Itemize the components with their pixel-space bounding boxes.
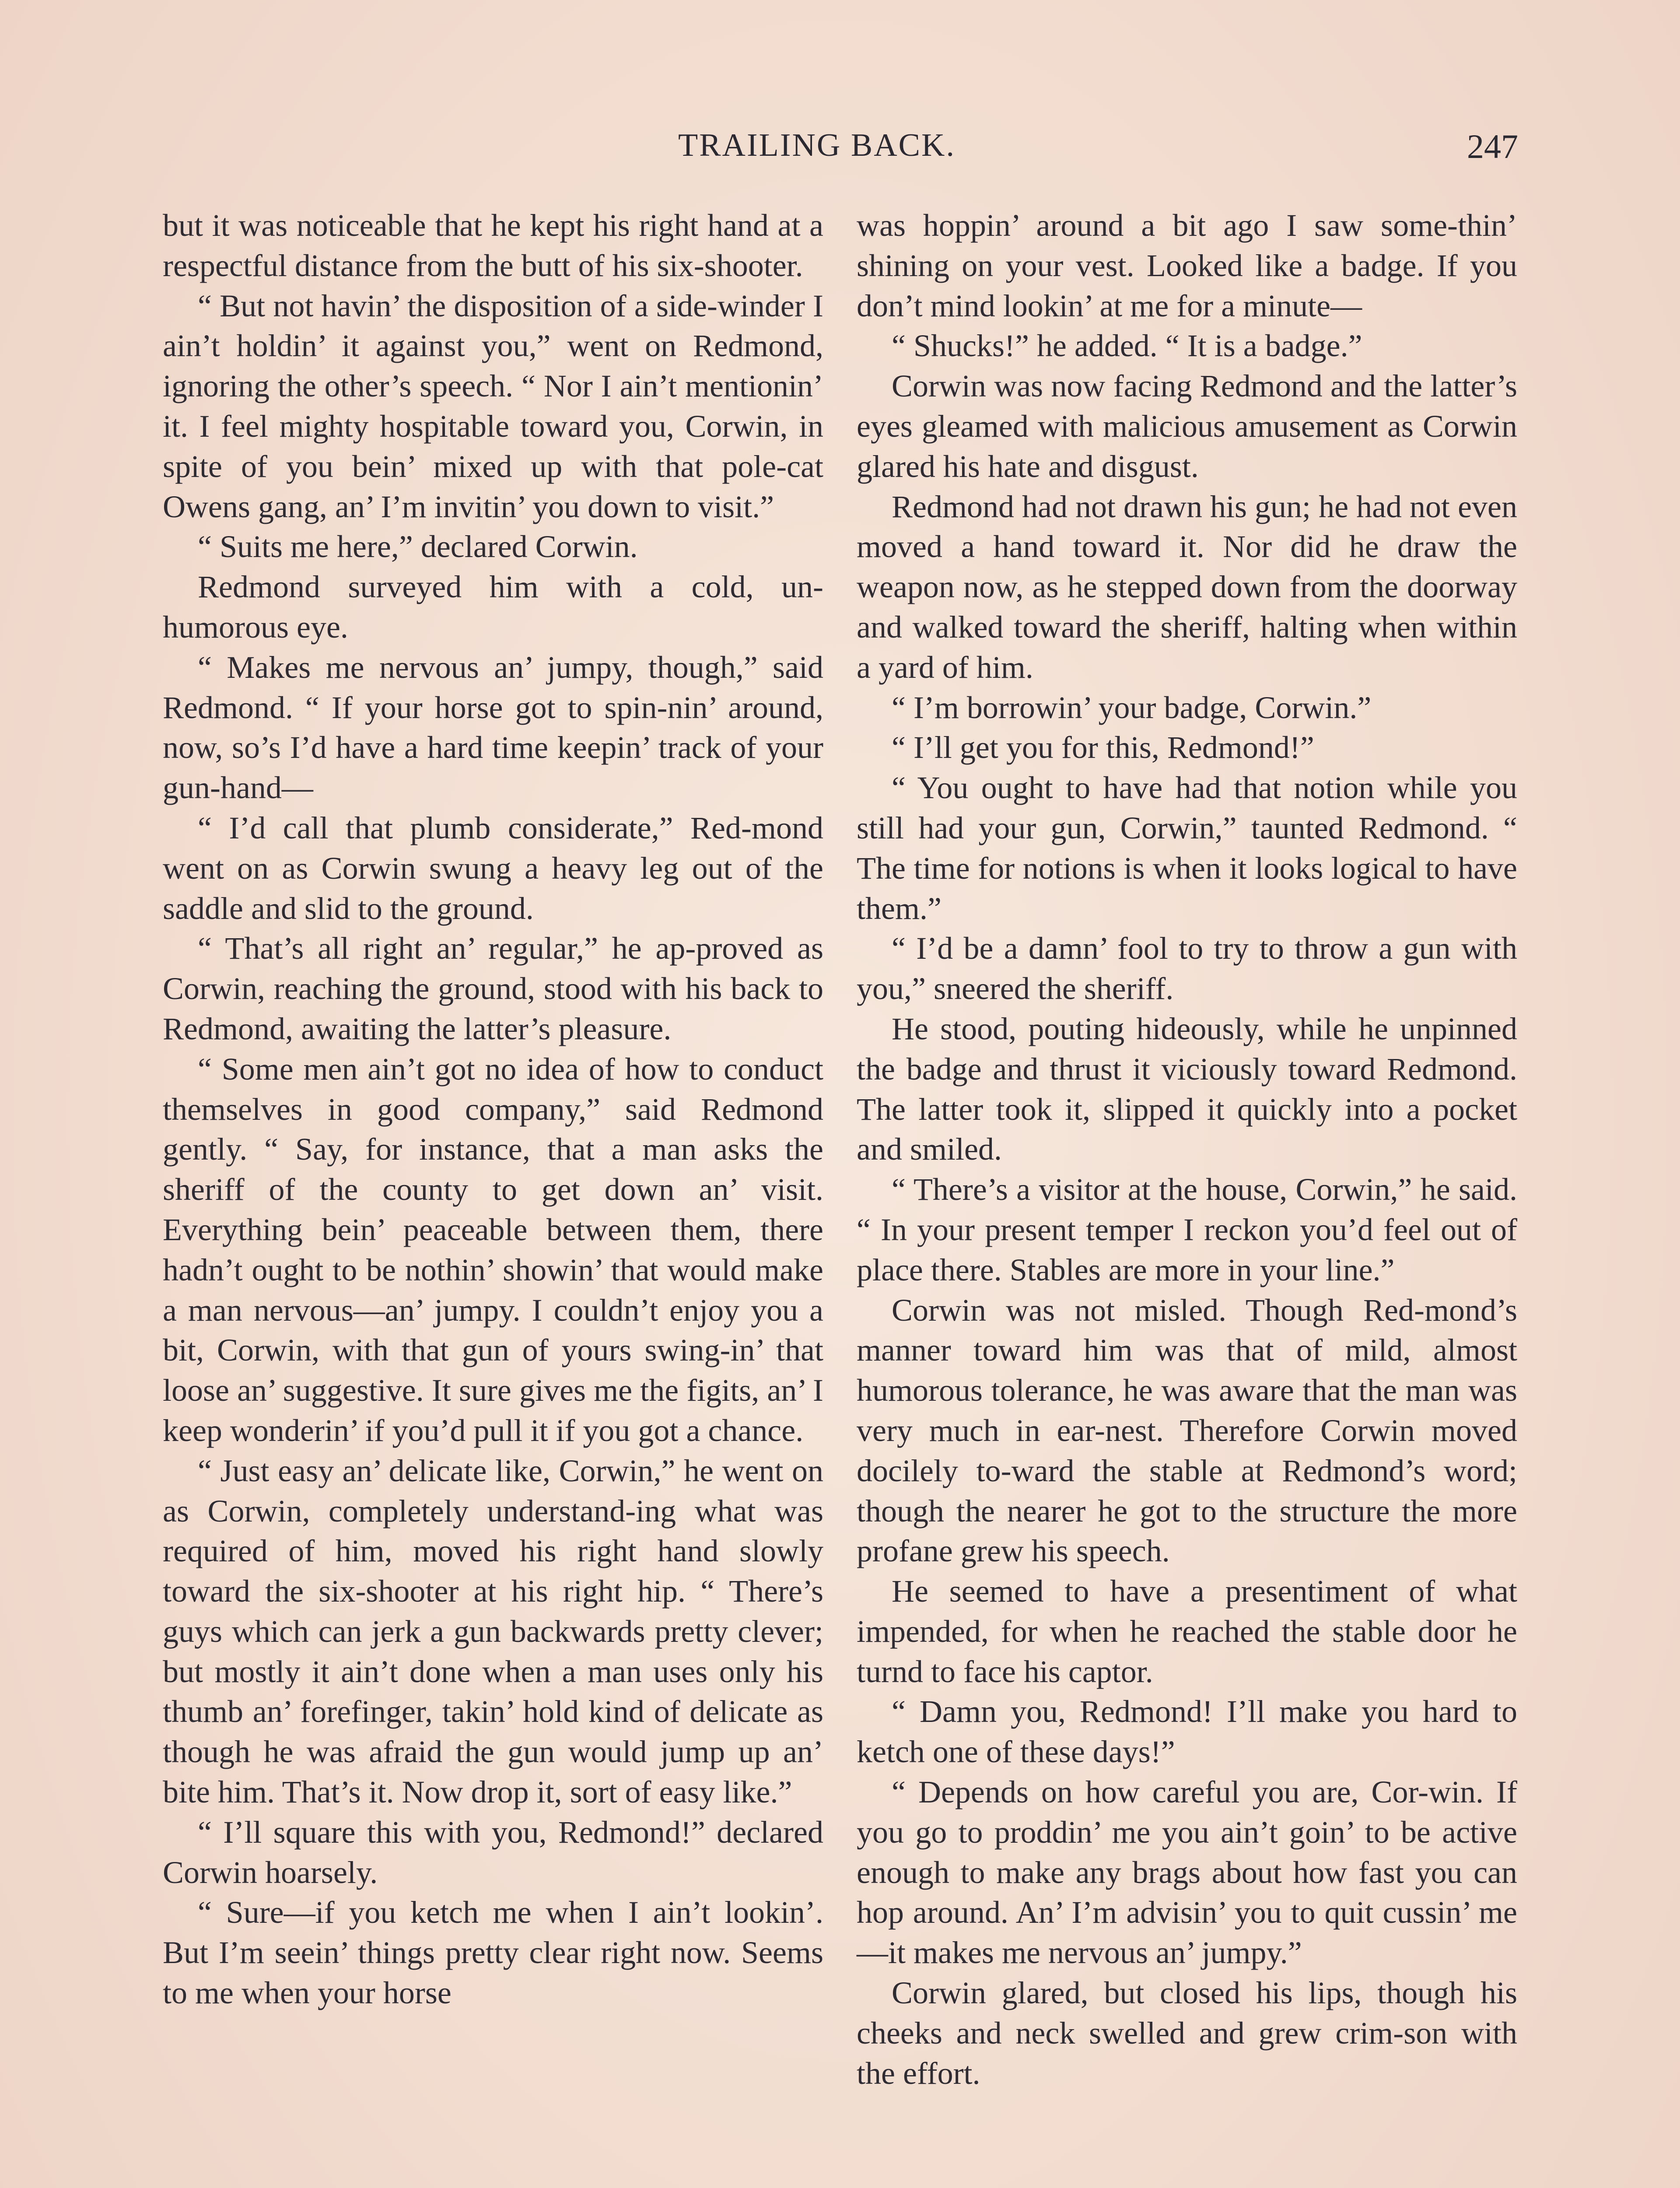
paragraph: “ I’d be a damn’ fool to try to throw a gun with you,” sneered the sheriff. [857, 931, 1517, 1006]
paragraph: “ Suits me here,” declared Corwin. [198, 529, 638, 565]
paragraph: “ There’s a visitor at the house, Corwin,” he said. “ In your present temper I reckon you’d feel out of place there. Stables are more in your line.” [857, 1172, 1517, 1287]
paragraph: Redmond had not drawn his gun; he had not even moved a hand toward it. Nor did he draw the weapon now, as he stepped down from the doorway and walked toward the sheriff, halting when within a yard of him. [857, 489, 1517, 685]
paragraph: Corwin was not misled. Though Red-mond’s manner toward him was that of mild, almost humorous tolerance, he was aware that the man was very much in ear-nest. Therefore Corwin moved docilely to-ward the stable at Redmond’s word; though the nearer he got to the structure the more profane grew his speech. [857, 1292, 1517, 1569]
paragraph: “ That’s all right an’ regular,” he ap-proved as Corwin, reaching the ground, stood with his back to Redmond, awaiting the latter’s pleasure. [163, 931, 823, 1046]
paragraph: “ Depends on how careful you are, Cor-win. If you go to proddin’ me you ain’t goin’ to be active enough to make any brags about how fast you can hop around. An’ I’m advisin’ you to quit cussin’ me—it makes me nervous an’ jumpy.” [857, 1774, 1517, 1971]
paragraph: “ Makes me nervous an’ jumpy, though,” said Redmond. “ If your horse got to spin-nin’ around, now, so’s I’d have a hard time keepin’ track of your gun-hand— [163, 649, 823, 806]
paragraph: Redmond surveyed him with a cold, un-humorous eye. [163, 569, 823, 645]
page-number: 247 [1467, 127, 1518, 165]
paragraph: He stood, pouting hideously, while he unpinned the badge and thrust it viciously toward Redmond. The latter took it, slipped it quickly into a pocket and smiled. [857, 1011, 1517, 1167]
paragraph: Corwin glared, but closed his lips, though his cheeks and neck swelled and grew crim-son with the effort. [857, 1975, 1517, 2091]
paragraph: was hoppin’ around a bit ago I saw some-thin’ shining on your vest. Looked like a badge. If you don’t mind lookin’ at me for a minute— [857, 208, 1517, 323]
paragraph: “ I’ll get you for this, Redmond!” [892, 730, 1314, 765]
paragraph: “ I’ll square this with you, Redmond!” declared Corwin hoarsely. [163, 1814, 823, 1890]
paragraph: “ You ought to have had that notion while you still had your gun, Corwin,” taunted Redmond. “ The time for notions is when it looks logical to have them.” [857, 770, 1517, 926]
right-column [857, 206, 1517, 2093]
running-head: TRAILING BACK. [678, 127, 956, 163]
paragraph: “ But not havin’ the disposition of a side-winder I ain’t holdin’ it against you,” went on Redmond, ignoring the other’s speech. “ Nor I ain’t mentionin’ it. I feel mighty hospitable toward you, Corwin, in spite of you bein’ mixed up with that pole-cat Owens gang, an’ I’m invitin’ you down to visit.” [163, 288, 823, 524]
paragraph: Corwin was now facing Redmond and the latter’s eyes gleamed with malicious amusement as Corwin glared his hate and disgust. [857, 368, 1517, 484]
paragraph: “ Just easy an’ delicate like, Corwin,” he went on as Corwin, completely understand-ing what was required of him, moved his right hand slowly toward the six-shooter at his right hip. “ There’s guys which can jerk a gun backwards pretty clever; but mostly it ain’t done when a man uses only his thumb an’ forefinger, takin’ hold kind of delicate as though he was afraid the gun would jump up an’ bite him. That’s it. Now drop it, sort of easy like.” [163, 1453, 823, 1810]
paragraph: “ Sure—if you ketch me when I ain’t lookin’. But I’m seein’ things pretty clear right now. Seems to me when your horse [163, 1895, 823, 2011]
paragraph: “ Some men ain’t got no idea of how to conduct themselves in good company,” said Redmond gently. “ Say, for instance, that a man asks the sheriff of the county to get down an’ visit. Everything bein’ peaceable between them, there hadn’t ought to be nothin’ showin’ that would make a man nervous—an’ jumpy. I couldn’t enjoy you a bit, Corwin, with that gun of yours swing-in’ that loose an’ suggestive. It sure gives me the figits, an’ I keep wonderin’ if you’d pull it if you got a chance. [163, 1051, 823, 1448]
paragraph: He seemed to have a presentiment of what impended, for when he reached the stable door he turnd to face his captor. [857, 1574, 1517, 1689]
paragraph: “ I’m borrowin’ your badge, Corwin.” [892, 690, 1372, 725]
paragraph: “ I’d call that plumb considerate,” Red-mond went on as Corwin swung a heavy leg out of the saddle and slid to the ground. [163, 810, 823, 926]
paragraph: but it was noticeable that he kept his right hand at a respectful distance from the butt of his six-shooter. [163, 208, 823, 283]
left-column [163, 206, 823, 2013]
paragraph: “ Shucks!” he added. “ It is a badge.” [892, 328, 1362, 364]
paragraph: “ Damn you, Redmond! I’ll make you hard to ketch one of these days!” [857, 1694, 1517, 1770]
